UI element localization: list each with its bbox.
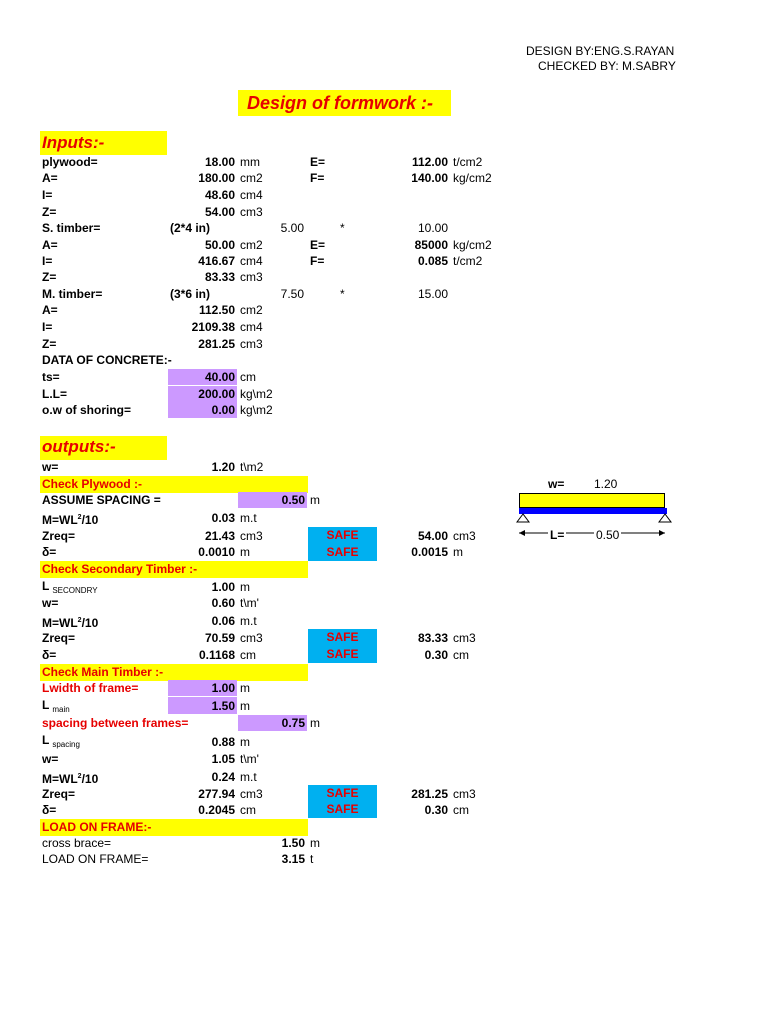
spacing-value[interactable]: 0.50	[281, 493, 305, 507]
ow-label: o.w of shoring=	[42, 403, 131, 417]
sbf-unit: m	[310, 716, 320, 730]
lspacing-unit: m	[240, 735, 250, 749]
w-label: w=	[42, 460, 59, 474]
i2-label: I=	[42, 254, 53, 268]
a1-label: A=	[42, 171, 58, 185]
z1-value: 54.00	[204, 205, 235, 219]
mtimber-label: M. timber=	[42, 287, 103, 301]
safe-badge: SAFE	[308, 646, 377, 663]
i3-unit: cm4	[240, 320, 263, 334]
diagram-w-value: 1.20	[594, 477, 618, 491]
delta1-unit: m	[240, 545, 250, 559]
checked-by: CHECKED BY: M.SABRY	[538, 59, 676, 73]
w-value: 1.20	[211, 460, 235, 474]
z1-unit: cm3	[240, 205, 263, 219]
zcap1-value: 54.00	[417, 529, 448, 543]
dcap3-unit: cm	[453, 803, 469, 817]
f1-label: F=	[310, 171, 325, 185]
m3-value: 0.24	[211, 770, 235, 784]
m1-unit: m.t	[240, 511, 257, 525]
plywood-label: plywood=	[42, 155, 98, 169]
delta2-value: 0.1168	[198, 648, 235, 662]
i3-value: 2109.38	[191, 320, 235, 334]
e1-value: 112.00	[411, 155, 448, 169]
zreq2-value: 70.59	[204, 631, 235, 645]
w2-unit: t\m'	[240, 596, 259, 610]
check-plywood-heading: Check Plywood :-	[42, 477, 143, 491]
concrete-heading: DATA OF CONCRETE:-	[42, 353, 172, 367]
w3-label: w=	[42, 752, 59, 766]
i1-value: 48.60	[204, 188, 235, 202]
load-on-frame-unit: t	[310, 852, 314, 866]
spacing-label: ASSUME SPACING =	[42, 493, 161, 507]
stimber-label: S. timber=	[42, 221, 101, 235]
f2-unit: t/cm2	[453, 254, 483, 268]
zcap1-unit: cm3	[453, 529, 476, 543]
delta3-unit: cm	[240, 803, 256, 817]
e2-label: E=	[310, 238, 326, 252]
zreq3-label: Zreq=	[42, 787, 76, 801]
a3-value: 112.50	[198, 303, 235, 317]
e2-value: 85000	[414, 238, 448, 252]
outputs-heading: outputs:-	[42, 437, 116, 456]
check-secondary-heading: Check Secondary Timber :-	[42, 562, 198, 576]
delta3-value: 0.2045	[198, 803, 235, 817]
mtimber-size: (3*6 in)	[170, 287, 211, 301]
e1-label: E=	[310, 155, 326, 169]
diagram-w-label: w=	[548, 477, 565, 491]
ow-unit: kg\m2	[240, 403, 273, 417]
ll-unit: kg\m2	[240, 387, 273, 401]
lsec-unit: m	[240, 580, 250, 594]
load-block	[519, 493, 665, 508]
ow-value[interactable]: 0.00	[211, 403, 235, 417]
lwidth-value[interactable]: 1.00	[211, 681, 235, 695]
lmain-unit: m	[240, 699, 250, 713]
dcap1-value: 0.0015	[411, 545, 448, 559]
lwidth-label: Lwidth of frame=	[42, 681, 139, 695]
w2-value: 0.60	[211, 596, 235, 610]
z2-value: 83.33	[204, 270, 235, 284]
right-support-icon	[659, 514, 671, 522]
w3-unit: t\m'	[240, 752, 259, 766]
m3-formula: $M=WL^2/10$	[42, 772, 99, 786]
z2-label: Z=	[42, 270, 57, 284]
zreq2-unit: cm3	[240, 631, 263, 645]
plywood-unit: mm	[240, 155, 260, 169]
delta1-value: 0.0010	[198, 545, 235, 559]
a2-value: 50.00	[204, 238, 235, 252]
check-main-heading: Check Main Timber :-	[42, 665, 164, 679]
zreq3-value: 277.94	[198, 787, 235, 801]
delta3-label: δ=	[42, 803, 57, 817]
dcap2-value: 0.30	[424, 648, 448, 662]
w3-value: 1.05	[211, 752, 235, 766]
a2-unit: cm2	[240, 238, 263, 252]
spacing-unit: m	[310, 493, 320, 507]
safe-badge: SAFE	[308, 544, 377, 561]
stimber-size: (2*4 in)	[170, 221, 211, 235]
stimber-dim1: 5.00	[280, 221, 304, 235]
m1-value: 0.03	[211, 511, 235, 525]
zreq1-unit: cm3	[240, 529, 263, 543]
w2-label: w=	[42, 596, 59, 610]
diagram-l-value: 0.50	[596, 528, 620, 542]
zreq3-unit: cm3	[240, 787, 263, 801]
ll-label: L.L=	[42, 387, 68, 401]
safe-badge: SAFE	[308, 801, 377, 818]
plywood-value: 18.00	[204, 155, 235, 169]
load-on-frame-label: LOAD ON FRAME=	[42, 852, 149, 866]
safe-badge: SAFE	[308, 785, 377, 802]
ts-unit: cm	[240, 370, 256, 384]
f2-value: 0.085	[417, 254, 448, 268]
safe-badge: SAFE	[308, 527, 377, 544]
zreq2-label: Zreq=	[42, 631, 76, 645]
f1-value: 140.00	[411, 171, 448, 185]
i2-value: 416.67	[198, 254, 235, 268]
z2-unit: cm3	[240, 270, 263, 284]
zcap2-unit: cm3	[453, 631, 476, 645]
lwidth-unit: m	[240, 681, 250, 695]
w-unit: t\m2	[240, 460, 264, 474]
sbf-value[interactable]: 0.75	[281, 716, 305, 730]
m2-value: 0.06	[211, 614, 235, 628]
m1-formula: $M=WL^2/10$	[42, 513, 99, 527]
dcap3-value: 0.30	[424, 803, 448, 817]
cross-brace-label: cross brace=	[42, 836, 112, 850]
stimber-times: *	[340, 221, 345, 235]
mtimber-dim1: 7.50	[280, 287, 304, 301]
sbf-label: spacing between frames=	[42, 716, 189, 730]
z1-label: Z=	[42, 205, 57, 219]
a1-unit: cm2	[240, 171, 263, 185]
left-support-icon	[517, 514, 529, 522]
lmain-value[interactable]: 1.50	[211, 699, 235, 713]
a3-unit: cm2	[240, 303, 263, 317]
left-arrow-icon	[519, 530, 525, 536]
load-on-frame-value: 3.15	[281, 852, 305, 866]
diagram-l-label: L=	[550, 528, 565, 542]
lsec-label: L $_{SECONDRY}$	[42, 579, 98, 595]
lspacing-value: 0.88	[211, 735, 235, 749]
delta2-label: δ=	[42, 648, 57, 662]
f1-unit: kg/cm2	[453, 171, 492, 185]
m3-unit: m.t	[240, 770, 257, 784]
design-by: DESIGN BY:ENG.S.RAYAN	[526, 44, 675, 58]
delta1-label: δ=	[42, 545, 57, 559]
a3-label: A=	[42, 303, 58, 317]
lsec-value: 1.00	[211, 580, 235, 594]
safe-badge: SAFE	[308, 629, 377, 646]
z3-label: Z=	[42, 337, 57, 351]
zcap3-unit: cm3	[453, 787, 476, 801]
ts-label: ts=	[42, 370, 60, 384]
delta2-unit: cm	[240, 648, 256, 662]
cross-brace-unit: m	[310, 836, 320, 850]
i1-label: I=	[42, 188, 53, 202]
zreq1-label: Zreq=	[42, 529, 76, 543]
lmain-label: L $_{main}$	[42, 698, 70, 714]
e2-unit: kg/cm2	[453, 238, 492, 252]
f2-label: F=	[310, 254, 325, 268]
i2-unit: cm4	[240, 254, 263, 268]
a1-value: 180.00	[198, 171, 235, 185]
load-on-frame-heading: LOAD ON FRAME:-	[42, 820, 152, 834]
z3-unit: cm3	[240, 337, 263, 351]
m2-unit: m.t	[240, 614, 257, 628]
m2-formula: $M=WL^2/10$	[42, 616, 99, 630]
mtimber-times: *	[340, 287, 345, 301]
stimber-dim2: 10.00	[417, 221, 448, 235]
right-arrow-icon	[659, 530, 665, 536]
z3-value: 281.25	[198, 337, 235, 351]
cross-brace-value: 1.50	[281, 836, 305, 850]
dcap1-unit: m	[453, 545, 463, 559]
zcap2-value: 83.33	[417, 631, 448, 645]
ll-value[interactable]: 200.00	[198, 387, 235, 401]
lspacing-label: L $_{spacing}$	[42, 733, 80, 749]
inputs-heading: Inputs:-	[42, 133, 105, 152]
dcap2-unit: cm	[453, 648, 469, 662]
e1-unit: t/cm2	[453, 155, 483, 169]
ts-value[interactable]: 40.00	[204, 370, 235, 384]
i1-unit: cm4	[240, 188, 263, 202]
page-title: Design of formwork :-	[247, 93, 434, 113]
a2-label: A=	[42, 238, 58, 252]
i3-label: I=	[42, 320, 53, 334]
zcap3-value: 281.25	[411, 787, 448, 801]
zreq1-value: 21.43	[204, 529, 235, 543]
mtimber-dim2: 15.00	[417, 287, 448, 301]
